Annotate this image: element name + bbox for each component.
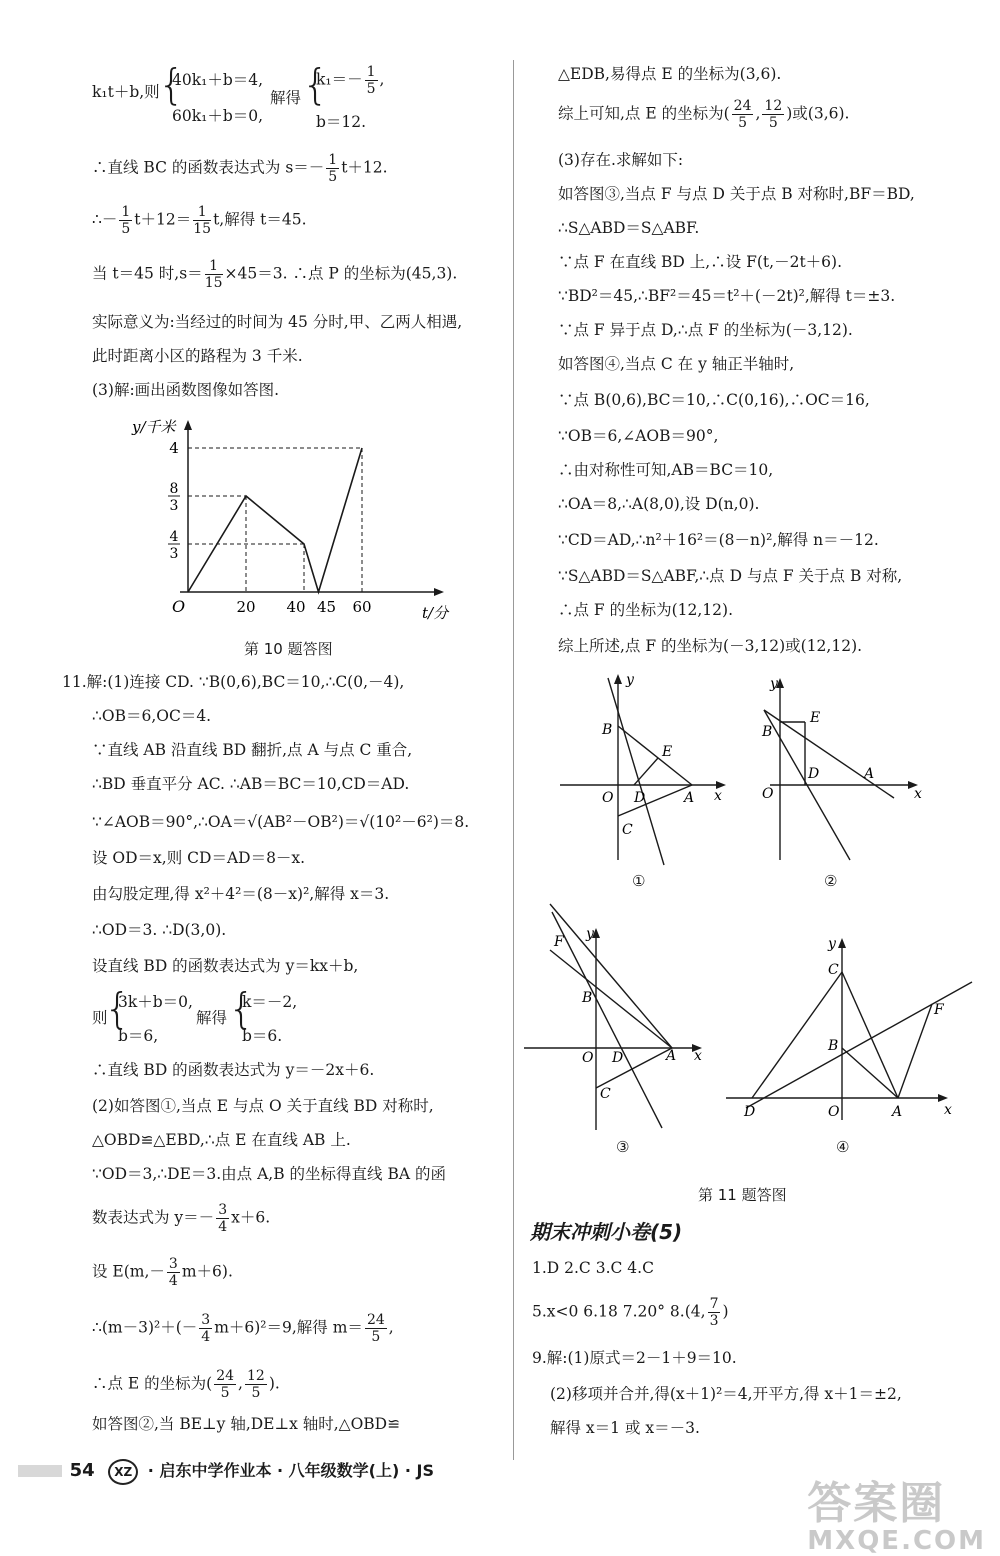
label-e: E <box>810 710 821 726</box>
label-b: B <box>582 990 593 1006</box>
text-line: 解得 <box>196 1009 228 1027</box>
text-line: ∴OA＝8,∴A(8,0),设 D(n,0). <box>558 495 760 513</box>
label-a: A <box>666 1048 677 1064</box>
figure-number: ① <box>632 872 646 890</box>
text-line: 综上所述,点 F 的坐标为(－3,12)或(12,12). <box>558 637 863 655</box>
brace: { <box>302 60 329 109</box>
segment-ca <box>618 785 695 816</box>
answer-line: 解得 x＝1 或 x＝－3. <box>550 1419 700 1437</box>
label-o: O <box>602 790 614 806</box>
text-line: 设直线 BD 的函数表达式为 y＝kx＋b, <box>92 957 359 975</box>
text-line: 则 <box>92 1009 108 1027</box>
x-tick-label: 45 <box>316 598 337 616</box>
label-y: y <box>626 672 634 688</box>
equation: b＝6, <box>118 1027 159 1045</box>
text-line: ∴直线 BD 的函数表达式为 y＝－2x＋6. <box>92 1061 375 1079</box>
text-line: ∴由对称性可知,AB＝BC＝10, <box>558 461 774 479</box>
x-tick-label: 20 <box>236 598 256 616</box>
text-line: ∵点 F 异于点 D,∴点 F 的坐标为(－3,12). <box>558 321 853 339</box>
publisher-logo: XZ <box>108 1459 138 1485</box>
label-c: C <box>828 962 839 978</box>
figure-caption: 第 10 题答图 <box>244 640 333 658</box>
label-c: C <box>600 1086 611 1102</box>
text-line: ∴S△ABD＝S△ABF. <box>558 219 700 237</box>
y-axis-arrow <box>614 674 622 684</box>
label-y: y <box>828 936 836 952</box>
answer-figure-2 <box>750 670 940 870</box>
label-b: B <box>828 1038 839 1054</box>
text-line: 由勾股定理,得 x²＋4²＝(8－x)²,解得 x＝3. <box>92 885 390 903</box>
y-axis-arrow <box>184 420 192 430</box>
brace: { <box>158 60 185 109</box>
equation: b＝12. <box>316 113 367 131</box>
label-f: F <box>554 934 564 950</box>
text-line: △EDB,易得点 E 的坐标为(3,6). <box>558 65 782 83</box>
label-x: x <box>914 786 922 802</box>
label-x: x <box>944 1102 952 1118</box>
y-tick-denominator: 3 <box>169 546 179 562</box>
figure-number: ③ <box>616 1138 630 1156</box>
answer-figure-1 <box>560 670 760 870</box>
label-a: A <box>864 766 875 782</box>
equation: 60k₁＋b＝0, <box>172 107 264 125</box>
text-line: ∵CD＝AD,∴n²＋16²＝(8－n)²,解得 n＝－12. <box>558 531 879 549</box>
text-line: ∵S△ABD＝S△ABF,∴点 D 与点 F 关于点 B 对称, <box>558 567 903 585</box>
label-d: D <box>744 1104 756 1120</box>
text-line: ∵点 B(0,6),BC＝10,∴C(0,16),∴OC＝16, <box>558 391 870 409</box>
page-number: 54 <box>69 1460 95 1481</box>
text-line: (3)存在.求解如下: <box>558 151 684 169</box>
equation: k＝－2, <box>242 993 298 1011</box>
label-b: B <box>602 722 613 738</box>
text-line: ∵点 F 在直线 BD 上,∴设 F(t,－2t＋6). <box>558 253 843 271</box>
segment-ca <box>842 972 898 1098</box>
text-line: ∴OD＝3. ∴D(3,0). <box>92 921 227 939</box>
text-line: ∴点 F 的坐标为(12,12). <box>558 601 734 619</box>
label-x: x <box>714 788 722 804</box>
text-line: (3)解:画出函数图像如答图. <box>92 381 280 399</box>
column-divider <box>513 60 514 1460</box>
label-d: D <box>634 790 646 806</box>
function-graph <box>120 410 460 640</box>
text-line: 如答图②,当 BE⊥y 轴,DE⊥x 轴时,△OBD≌ <box>92 1415 401 1433</box>
label-o: O <box>582 1050 594 1066</box>
answer-line: 9.解:(1)原式＝2－1＋9＝10. <box>532 1349 737 1367</box>
label-a: A <box>892 1104 903 1120</box>
line-df <box>746 982 972 1108</box>
label-b: B <box>762 724 773 740</box>
label-a: A <box>684 790 695 806</box>
text-line: k₁t＋b,则 <box>92 83 160 101</box>
y-axis-label: y/千米 <box>132 418 176 436</box>
text-line: ∵BD²＝45,∴BF²＝45＝t²＋(－2t)²,解得 t＝±3. <box>558 287 896 305</box>
equation: 3k＋b＝0, <box>118 993 193 1011</box>
label-x: x <box>694 1048 702 1064</box>
text-line: ∵直线 AB 沿直线 BD 翻折,点 A 与点 C 重合, <box>92 741 413 759</box>
text-line: ∴(m－3)²＋(－ $\frac{3}{4}$ m＋6)²＝9,解得 m＝ $\frac{24}{5}$ , <box>92 1312 394 1345</box>
text-line: ∵OD＝3,∴DE＝3.由点 A,B 的坐标得直线 BA 的函 <box>92 1165 446 1183</box>
segment-ca <box>596 1048 672 1088</box>
text-line: 数表达式为 y＝－ $\frac{3}{4}$ x＋6. <box>92 1202 271 1235</box>
answer-line: 1.D 2.C 3.C 4.C <box>532 1259 654 1277</box>
y-tick-numerator: 8 <box>169 481 179 497</box>
book-title: · 启东中学作业本 · 八年级数学(上) · JS <box>147 1461 434 1480</box>
figure-number: ② <box>824 872 838 890</box>
x-tick-label: 40 <box>286 598 306 616</box>
x-axis-arrow <box>434 588 444 596</box>
text-line: 实际意义为:当经过的时间为 45 分时,甲、乙两人相遇, <box>92 313 463 331</box>
right-column <box>520 0 1000 1536</box>
segment-af <box>898 1004 932 1098</box>
text-line: 设 E(m,－ $\frac{3}{4}$ m＋6). <box>92 1256 233 1289</box>
text-line: 11.解:(1)连接 CD. ∵B(0,6),BC＝10,∴C(0,－4), <box>62 673 405 691</box>
label-o: O <box>828 1104 840 1120</box>
text-line: 设 OD＝x,则 CD＝AD＝8－x. <box>92 849 306 867</box>
text-line: 综上可知,点 E 的坐标为( $\frac{24}{5}$ , $\frac{12}{5}$ )或(3,6). <box>558 98 850 131</box>
label-f: F <box>934 1002 944 1018</box>
line-ba <box>618 726 692 785</box>
segment-de <box>634 758 658 785</box>
text-line: △OBD≌△EBD,∴点 E 在直线 AB 上. <box>92 1131 351 1149</box>
y-axis-arrow <box>838 938 846 948</box>
text-line: 当 t＝45 时,s＝ $\frac{1}{15}$ ×45＝3. ∴点 P 的坐标为(45,3). <box>92 258 458 291</box>
y-tick-label: 4 <box>169 439 179 457</box>
data-line <box>188 448 362 592</box>
text-line: ∵OB＝6,∠AOB＝90°, <box>558 427 719 445</box>
label-c: C <box>622 822 633 838</box>
segment-fa <box>550 950 672 1048</box>
label-o: O <box>762 786 774 802</box>
watermark: 答案圈 MXQE.COM <box>807 1478 986 1556</box>
text-line: 如答图③,当点 F 与点 D 关于点 B 对称时,BF＝BD, <box>558 185 915 203</box>
segment-ba <box>842 1048 898 1098</box>
answer-line: 5.x<0 6.18 7.20° 8.(4, $\frac{7}{3}$ ) <box>532 1296 729 1329</box>
text-line: ∴点 E 的坐标为( $\frac{24}{5}$ , $\frac{12}{5}$ ). <box>92 1368 280 1401</box>
x-axis-arrow <box>938 1094 948 1102</box>
label-d: D <box>612 1050 624 1066</box>
origin-label: O <box>172 597 186 616</box>
text-line: ∴直线 BC 的函数表达式为 s＝－ $\frac{1}{5}$ t＋12. <box>92 152 388 185</box>
text-line: ∴－ $\frac{1}{5}$ t＋12＝ $\frac{1}{15}$ t,解得 t＝45. <box>92 204 307 237</box>
label-e: E <box>662 744 673 760</box>
text-line: ∵∠AOB＝90°,∴OA＝√(AB²－OB²)＝√(10²－6²)＝8. <box>92 813 470 831</box>
figure-number: ④ <box>836 1138 850 1156</box>
figure-caption: 第 11 题答图 <box>698 1186 787 1204</box>
equation: 40k₁＋b＝4, <box>172 71 264 89</box>
text-line: ∴BD 垂直平分 AC. ∴AB＝BC＝10,CD＝AD. <box>92 775 410 793</box>
answer-figure-3 <box>520 900 720 1140</box>
label-y: y <box>586 926 594 942</box>
answer-figure-4 <box>720 930 980 1130</box>
label-y: y <box>770 676 778 692</box>
graph-ticks <box>168 439 372 616</box>
answer-line: (2)移项并合并,得(x＋1)²＝4,开平方,得 x＋1＝±2, <box>550 1385 902 1403</box>
text-line: 此时距离小区的路程为 3 千米. <box>92 347 303 365</box>
text-line: 如答图④,当点 C 在 y 轴正半轴时, <box>558 355 795 373</box>
section-title: 期末冲刺小卷(5) <box>530 1220 683 1244</box>
label-d: D <box>808 766 820 782</box>
x-tick-label: 60 <box>352 598 372 616</box>
x-axis-label: t/分 <box>422 604 449 622</box>
y-tick-numerator: 4 <box>169 529 179 545</box>
y-tick-denominator: 3 <box>169 498 179 514</box>
brace: { <box>228 984 255 1033</box>
page-footer <box>18 1458 434 1485</box>
equation: b＝6. <box>242 1027 283 1045</box>
text-line: 解得 <box>270 89 302 107</box>
text-line: ∴OB＝6,OC＝4. <box>92 707 212 725</box>
text-line: (2)如答图①,当点 E 与点 O 关于直线 BD 对称时, <box>92 1097 434 1115</box>
line-bd <box>608 678 664 865</box>
equation: k₁＝－ $\frac{1}{5}$ , <box>316 64 385 97</box>
brace: { <box>104 984 131 1033</box>
